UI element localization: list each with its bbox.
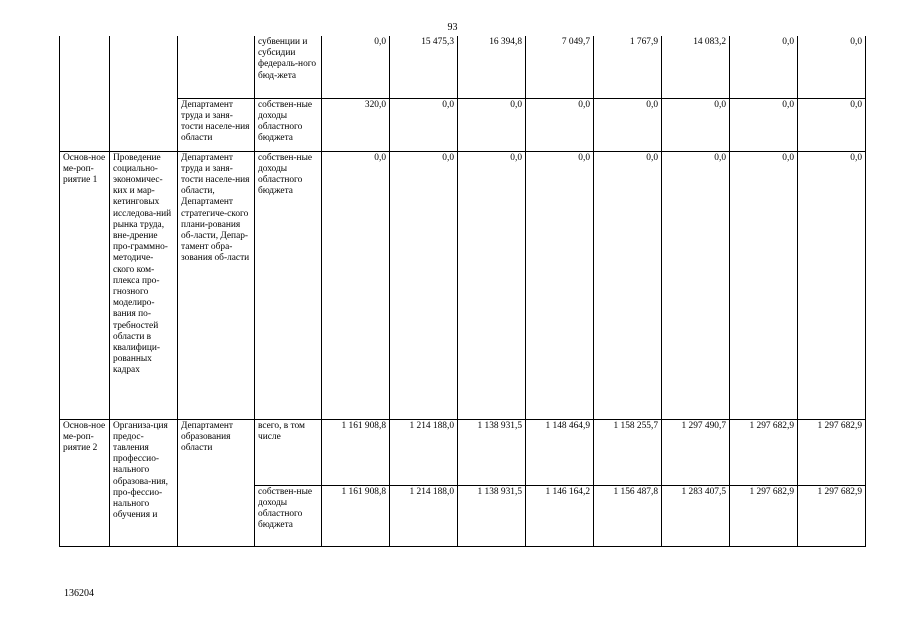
funding-source-cell: всего, в том числе [255, 419, 322, 485]
value-cell: 1 138 931,5 [458, 485, 526, 546]
executor-cell: Департамент труда и заня-тости населе-ния области [178, 98, 255, 151]
value-cell: 16 394,8 [458, 36, 526, 98]
event-name-cell: Проведение социально-экономичес-ких и мар-кетинговых исследова-ний рынка труда, вне-дрение про-граммно-методиче-ского ком-плекса про-гнозного моделиро-вания по-требностей области в квалифици-рованных кадрах [110, 151, 178, 419]
value-cell: 1 297 682,9 [730, 485, 798, 546]
value-cell: 1 158 255,7 [594, 419, 662, 485]
value-cell: 0,0 [798, 98, 866, 151]
value-cell: 0,0 [322, 36, 390, 98]
value-cell: 0,0 [390, 151, 458, 419]
value-cell: 0,0 [458, 151, 526, 419]
value-cell: 0,0 [322, 151, 390, 419]
event-number-cell: Основ-ное ме-роп-риятие 1 [60, 151, 110, 419]
value-cell: 0,0 [730, 36, 798, 98]
table-row [60, 419, 866, 485]
value-cell: 1 161 908,8 [322, 419, 390, 485]
value-cell: 1 146 164,2 [526, 485, 594, 546]
executor-cell: Департамент труда и заня-тости населе-ния области, Департамент стратегиче-ского плани-рования об-ласти, Депар-тамент обра-зования об-ласти [178, 151, 255, 419]
value-cell: 1 297 682,9 [798, 419, 866, 485]
value-cell: 1 297 682,9 [730, 419, 798, 485]
executor-cell: Департамент образования области [178, 419, 255, 546]
value-cell: 0,0 [526, 98, 594, 151]
value-cell: 0,0 [662, 98, 730, 151]
value-cell: 1 156 487,8 [594, 485, 662, 546]
funding-source-cell: собствен-ные доходы областного бюджета [255, 151, 322, 419]
funding-source-cell: субвенции и субсидии федераль-ного бюд-жета [255, 36, 322, 98]
value-cell: 1 214 188,0 [390, 485, 458, 546]
value-cell: 15 475,3 [390, 36, 458, 98]
event-number-cell: Основ-ное ме-роп-риятие 2 [60, 419, 110, 546]
table-row [60, 98, 866, 151]
event-number-cell [60, 36, 110, 151]
value-cell: 0,0 [798, 151, 866, 419]
value-cell: 0,0 [730, 98, 798, 151]
value-cell: 1 214 188,0 [390, 419, 458, 485]
value-cell: 0,0 [730, 151, 798, 419]
page-number: 93 [447, 22, 458, 33]
table-row [60, 36, 866, 98]
value-cell: 14 083,2 [662, 36, 730, 98]
value-cell: 1 767,9 [594, 36, 662, 98]
value-cell: 1 283 407,5 [662, 485, 730, 546]
value-cell: 1 138 931,5 [458, 419, 526, 485]
value-cell: 1 297 682,9 [798, 485, 866, 546]
executor-cell [178, 36, 255, 98]
table-row [60, 151, 866, 419]
value-cell: 0,0 [662, 151, 730, 419]
value-cell: 1 297 490,7 [662, 419, 730, 485]
funding-source-cell: собствен-ные доходы областного бюджета [255, 485, 322, 546]
value-cell: 1 161 908,8 [322, 485, 390, 546]
event-name-cell: Организа-ция предос-тавления профессио-нального образова-ния, про-фессио-нального обучения и [110, 419, 178, 546]
value-cell: 0,0 [798, 36, 866, 98]
value-cell: 320,0 [322, 98, 390, 151]
value-cell: 1 148 464,9 [526, 419, 594, 485]
value-cell: 0,0 [526, 151, 594, 419]
event-name-cell [110, 36, 178, 151]
value-cell: 7 049,7 [526, 36, 594, 98]
value-cell: 0,0 [594, 151, 662, 419]
value-cell: 0,0 [390, 98, 458, 151]
budget-table [59, 36, 866, 547]
funding-source-cell: собствен-ные доходы областного бюджета [255, 98, 322, 151]
value-cell: 0,0 [458, 98, 526, 151]
document-code: 136204 [64, 588, 94, 599]
value-cell: 0,0 [594, 98, 662, 151]
